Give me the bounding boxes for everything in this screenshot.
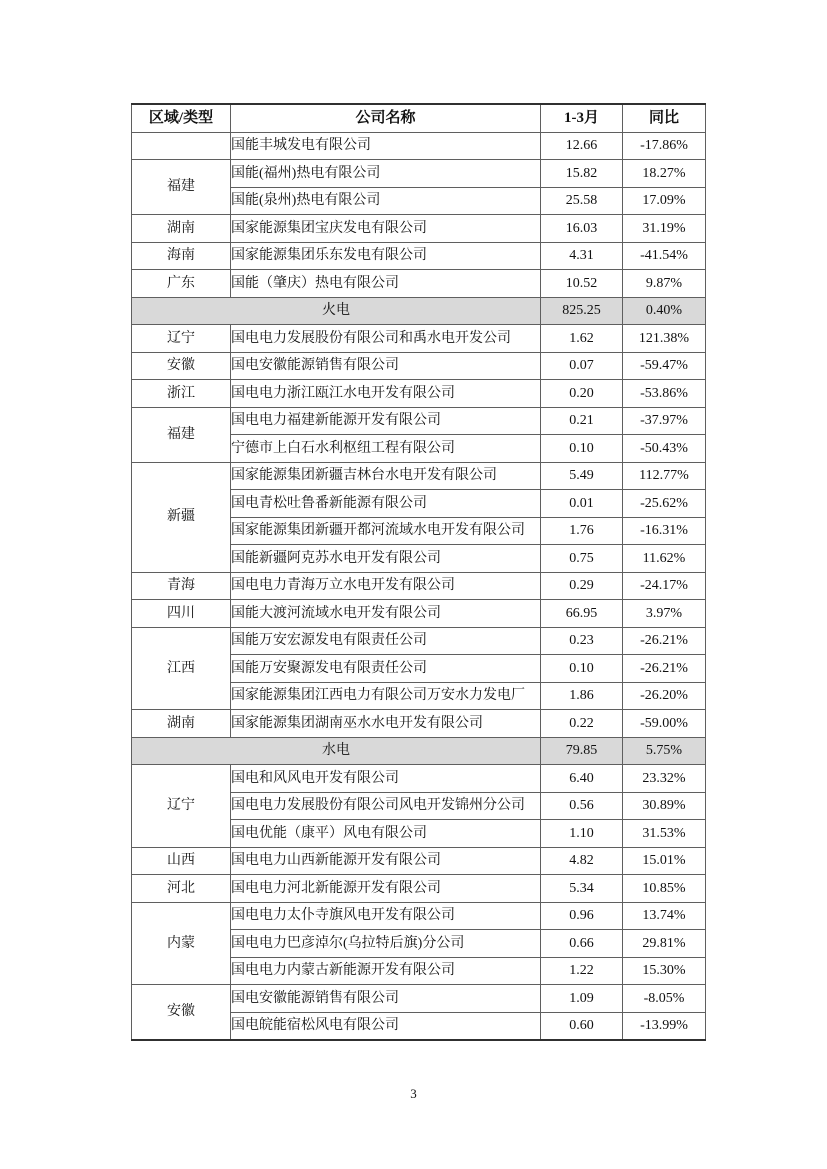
company-cell: 国电电力内蒙古新能源开发有限公司	[231, 957, 541, 985]
yoy-cell: 3.97%	[623, 600, 706, 628]
value-cell: 4.82	[541, 847, 623, 875]
table-row	[132, 160, 706, 188]
value-cell: 1.62	[541, 325, 623, 353]
company-cell: 国电青松吐鲁番新能源有限公司	[231, 490, 541, 518]
company-cell: 国能新疆阿克苏水电开发有限公司	[231, 545, 541, 573]
value-cell: 4.31	[541, 242, 623, 270]
header-jan-mar: 1-3月	[541, 104, 623, 132]
power-generation-table	[131, 103, 706, 1041]
value-cell: 0.75	[541, 545, 623, 573]
yoy-cell: 10.85%	[623, 875, 706, 903]
company-cell: 国电优能（康平）风电有限公司	[231, 820, 541, 848]
company-cell: 国电电力浙江瓯江水电开发有限公司	[231, 380, 541, 408]
region-cell: 浙江	[132, 380, 231, 408]
yoy-cell: 29.81%	[623, 930, 706, 958]
value-cell: 5.34	[541, 875, 623, 903]
page-number: 3	[410, 1086, 417, 1101]
table-row	[132, 242, 706, 270]
value-cell: 1.76	[541, 517, 623, 545]
value-cell: 1.22	[541, 957, 623, 985]
value-cell: 16.03	[541, 215, 623, 243]
value-cell: 0.21	[541, 407, 623, 435]
subtotal-row	[132, 297, 706, 325]
header-row	[132, 104, 706, 132]
region-cell: 辽宁	[132, 765, 231, 848]
value-cell: 6.40	[541, 765, 623, 793]
company-cell: 国电电力发展股份有限公司风电开发锦州分公司	[231, 792, 541, 820]
table-row	[132, 215, 706, 243]
yoy-cell: -37.97%	[623, 407, 706, 435]
yoy-cell: 30.89%	[623, 792, 706, 820]
yoy-cell: -17.86%	[623, 132, 706, 160]
region-cell: 辽宁	[132, 325, 231, 353]
company-cell: 国能丰城发电有限公司	[231, 132, 541, 160]
region-cell	[132, 132, 231, 160]
company-cell: 国电和风风电开发有限公司	[231, 765, 541, 793]
region-cell: 海南	[132, 242, 231, 270]
table-row	[132, 462, 706, 490]
value-cell: 0.10	[541, 435, 623, 463]
region-cell: 安徽	[132, 352, 231, 380]
value-cell: 0.66	[541, 930, 623, 958]
table-header	[132, 104, 706, 132]
table-row	[132, 875, 706, 903]
region-cell: 河北	[132, 875, 231, 903]
company-cell: 国家能源集团湖南巫水水电开发有限公司	[231, 710, 541, 738]
yoy-cell: -13.99%	[623, 1012, 706, 1040]
yoy-cell: -24.17%	[623, 572, 706, 600]
company-cell: 宁德市上白石水利枢纽工程有限公司	[231, 435, 541, 463]
value-cell: 0.07	[541, 352, 623, 380]
table-row	[132, 902, 706, 930]
table-row	[132, 270, 706, 298]
region-cell: 湖南	[132, 710, 231, 738]
value-cell: 0.20	[541, 380, 623, 408]
region-cell: 山西	[132, 847, 231, 875]
company-cell: 国能万安聚源发电有限责任公司	[231, 655, 541, 683]
region-cell: 新疆	[132, 462, 231, 572]
value-cell: 1.09	[541, 985, 623, 1013]
value-cell: 10.52	[541, 270, 623, 298]
company-cell: 国家能源集团新疆吉林台水电开发有限公司	[231, 462, 541, 490]
company-cell: 国电电力青海万立水电开发有限公司	[231, 572, 541, 600]
table-row	[132, 352, 706, 380]
header-yoy: 同比	[623, 104, 706, 132]
company-cell: 国电电力发展股份有限公司和禹水电开发公司	[231, 325, 541, 353]
table-row	[132, 600, 706, 628]
region-cell: 青海	[132, 572, 231, 600]
company-cell: 国电电力福建新能源开发有限公司	[231, 407, 541, 435]
subtotal-value: 825.25	[541, 297, 623, 325]
region-cell: 四川	[132, 600, 231, 628]
yoy-cell: 15.01%	[623, 847, 706, 875]
yoy-cell: -59.00%	[623, 710, 706, 738]
yoy-cell: -53.86%	[623, 380, 706, 408]
table-row	[132, 407, 706, 435]
header-region-type: 区域/类型	[132, 104, 231, 132]
yoy-cell: 31.53%	[623, 820, 706, 848]
value-cell: 1.86	[541, 682, 623, 710]
table-row	[132, 572, 706, 600]
yoy-cell: 23.32%	[623, 765, 706, 793]
company-cell: 国能（肇庆）热电有限公司	[231, 270, 541, 298]
subtotal-yoy: 0.40%	[623, 297, 706, 325]
subtotal-value: 79.85	[541, 737, 623, 765]
region-cell: 湖南	[132, 215, 231, 243]
table-row	[132, 985, 706, 1013]
yoy-cell: 9.87%	[623, 270, 706, 298]
region-cell: 广东	[132, 270, 231, 298]
table-row	[132, 132, 706, 160]
subtotal-label: 水电	[132, 737, 541, 765]
yoy-cell: -16.31%	[623, 517, 706, 545]
company-cell: 国电电力河北新能源开发有限公司	[231, 875, 541, 903]
region-cell: 江西	[132, 627, 231, 710]
region-cell: 内蒙	[132, 902, 231, 985]
yoy-cell: 15.30%	[623, 957, 706, 985]
table-row	[132, 710, 706, 738]
table-row	[132, 765, 706, 793]
yoy-cell: -26.21%	[623, 655, 706, 683]
company-cell: 国电电力太仆寺旗风电开发有限公司	[231, 902, 541, 930]
table-row	[132, 847, 706, 875]
value-cell: 0.96	[541, 902, 623, 930]
company-cell: 国电皖能宿松风电有限公司	[231, 1012, 541, 1040]
value-cell: 0.56	[541, 792, 623, 820]
yoy-cell: -41.54%	[623, 242, 706, 270]
subtotal-row	[132, 737, 706, 765]
yoy-cell: 17.09%	[623, 187, 706, 215]
company-cell: 国能万安宏源发电有限责任公司	[231, 627, 541, 655]
value-cell: 0.60	[541, 1012, 623, 1040]
value-cell: 0.01	[541, 490, 623, 518]
value-cell: 1.10	[541, 820, 623, 848]
company-cell: 国家能源集团新疆开都河流域水电开发有限公司	[231, 517, 541, 545]
company-cell: 国能(福州)热电有限公司	[231, 160, 541, 188]
yoy-cell: 18.27%	[623, 160, 706, 188]
value-cell: 0.29	[541, 572, 623, 600]
yoy-cell: 11.62%	[623, 545, 706, 573]
yoy-cell: -8.05%	[623, 985, 706, 1013]
company-cell: 国家能源集团江西电力有限公司万安水力发电厂	[231, 682, 541, 710]
yoy-cell: -50.43%	[623, 435, 706, 463]
value-cell: 0.22	[541, 710, 623, 738]
company-cell: 国能(泉州)热电有限公司	[231, 187, 541, 215]
yoy-cell: 13.74%	[623, 902, 706, 930]
value-cell: 12.66	[541, 132, 623, 160]
company-cell: 国能大渡河流域水电开发有限公司	[231, 600, 541, 628]
value-cell: 66.95	[541, 600, 623, 628]
region-cell: 安徽	[132, 985, 231, 1041]
company-cell: 国家能源集团宝庆发电有限公司	[231, 215, 541, 243]
yoy-cell: 112.77%	[623, 462, 706, 490]
company-cell: 国电安徽能源销售有限公司	[231, 985, 541, 1013]
value-cell: 5.49	[541, 462, 623, 490]
subtotal-label: 火电	[132, 297, 541, 325]
region-cell: 福建	[132, 160, 231, 215]
table-row	[132, 627, 706, 655]
value-cell: 0.23	[541, 627, 623, 655]
yoy-cell: 31.19%	[623, 215, 706, 243]
subtotal-yoy: 5.75%	[623, 737, 706, 765]
yoy-cell: 121.38%	[623, 325, 706, 353]
table-row	[132, 380, 706, 408]
yoy-cell: -26.21%	[623, 627, 706, 655]
yoy-cell: -26.20%	[623, 682, 706, 710]
header-company-name: 公司名称	[231, 104, 541, 132]
region-cell: 福建	[132, 407, 231, 462]
table-row	[132, 325, 706, 353]
company-cell: 国电电力山西新能源开发有限公司	[231, 847, 541, 875]
yoy-cell: -59.47%	[623, 352, 706, 380]
company-cell: 国电安徽能源销售有限公司	[231, 352, 541, 380]
value-cell: 25.58	[541, 187, 623, 215]
yoy-cell: -25.62%	[623, 490, 706, 518]
value-cell: 0.10	[541, 655, 623, 683]
value-cell: 15.82	[541, 160, 623, 188]
company-cell: 国家能源集团乐东发电有限公司	[231, 242, 541, 270]
report-table-body	[132, 132, 706, 1040]
company-cell: 国电电力巴彦淖尔(乌拉特后旗)分公司	[231, 930, 541, 958]
